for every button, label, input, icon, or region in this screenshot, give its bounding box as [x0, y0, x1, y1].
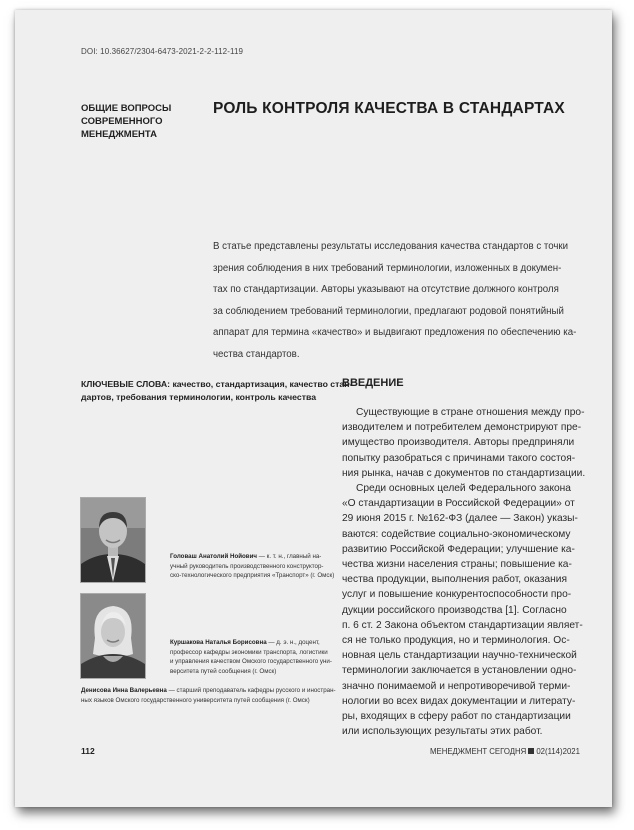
section-label-line: МЕНЕДЖМЕНТА: [81, 129, 157, 140]
author-affiliation: и управления качеством Омского государственного уни-: [170, 658, 332, 665]
keywords: [81, 378, 353, 404]
article-title: РОЛЬ КОНТРОЛЯ КАЧЕСТВА В СТАНДАРТАХ: [213, 100, 565, 117]
author-affiliation: ных языков Омского государственного университета путей сообщения (г. Омск): [81, 696, 310, 704]
author-affiliation: верситета путей сообщения (г. Омск): [170, 667, 277, 675]
author-bio-golovash: [170, 552, 334, 581]
body-line: попытку разобраться с причинами такого состоя-: [342, 452, 576, 464]
body-line: Существующие в стране отношения между про-: [356, 407, 585, 418]
body-line: терминологии заключается в установлении одно-: [342, 665, 577, 677]
author-bio-kurshakova: [170, 638, 332, 676]
body-line: ния рынка, начав с документов по стандартизации.: [342, 467, 586, 479]
author-affiliation: — д. э. н., доцент,: [266, 639, 320, 646]
body-line: ся не только продукция, но и терминология. Ос-: [342, 635, 570, 647]
body-line: 29 июня 2015 г. №162-ФЗ (далее — Закон) указы-: [342, 513, 578, 525]
abstract-line: В статье представлены результаты исследования качества стандартов с точки: [213, 241, 569, 252]
author-affiliation: — к. т. н., главный на-: [257, 553, 322, 560]
section-label-line: ОБЩИЕ ВОПРОСЫ: [81, 103, 172, 114]
author-name: Куршакова Наталья Борисовна: [170, 639, 267, 646]
intro-heading: ВВЕДЕНИЕ: [342, 377, 404, 389]
body-line: нологии во всех видах документации и литерату-: [342, 695, 576, 707]
author-affiliation: — старший преподаватель кафедры русского и иностран-: [166, 687, 336, 694]
journal-name: МЕНЕДЖМЕНТ СЕГОДНЯ: [430, 747, 527, 756]
author-affiliation: ско-технологического предприятия «Транспорт» (г. Омск): [170, 572, 335, 579]
body-line: чества жизни населения страны; повышение ка-: [342, 559, 572, 571]
author-name: Денисова Инна Валерьевна: [81, 687, 167, 694]
body-line: дукции российского производства [1]. Согласно: [342, 604, 567, 616]
abstract-line: за соблюдением требований терминологии, предлагают родовой понятийный: [213, 305, 564, 317]
body-line: развитию Российской Федерации; улучшение ка-: [342, 543, 575, 555]
page-number: 112: [81, 746, 95, 756]
section-label: [81, 102, 201, 141]
square-separator-icon: [528, 748, 534, 754]
section-label-line: СОВРЕМЕННОГО: [81, 116, 163, 127]
abstract: [213, 236, 583, 365]
author-photo-kurshakova: [80, 593, 146, 679]
body-line: ваются: содействие социально-экономическому: [342, 528, 571, 540]
body-line: изводителем и потребителем демонстрируют пре-: [342, 422, 582, 434]
body-line: ры, входящих в сферу работ по стандартизации: [342, 711, 571, 723]
author-photo-golovash: [80, 497, 146, 583]
body-line: услуг и повышение конкурентоспособности про-: [342, 589, 572, 601]
abstract-line: аппарат для термина «качество» и выдвигают предложения по обеспечению ка-: [213, 327, 577, 338]
body-line: или использующих результаты этих работ.: [342, 726, 543, 738]
body-line: значно понимаемой и непротиворечивой терми-: [342, 680, 571, 692]
abstract-line: тах по стандартизации. Авторы указывают на отсутствие должного контроля: [213, 284, 559, 295]
body-line: новная цель стандартизации научно-технической: [342, 650, 577, 662]
body-line: Среди основных целей Федерального закона: [356, 483, 571, 495]
journal-issue: 02(114)2021: [536, 747, 580, 756]
author-affiliation: профессор кафедры экономики транспорта, логистики: [170, 648, 328, 656]
keywords-line: дартов, требования терминологии, контроль качества: [81, 392, 317, 402]
author-affiliation: учный руководитель производственного конструктор-: [170, 562, 324, 570]
doi-line: DOI: 10.36627/2304-6473-2021-2-2-112-119: [81, 47, 244, 56]
body-line: имущество производителя. Авторы предприняли: [342, 437, 575, 449]
body-line: чества продукции, выполнения работ, оказания: [342, 574, 567, 586]
keywords-line: КЛЮЧЕВЫЕ СЛОВА: качество, стандартизация, качество стан-: [81, 379, 353, 389]
body-text: [342, 405, 586, 739]
body-line: «О стандартизации в Российской Федерации» от: [342, 498, 575, 510]
body-line: п. 6 ст. 2 Закона объектом стандартизации являет-: [342, 619, 583, 631]
abstract-line: зрения соблюдения в них требований терминологии, изложенных в докумен-: [213, 262, 562, 274]
journal-footer: [430, 747, 580, 756]
author-bio-denisova: [81, 686, 336, 705]
author-name: Головаш Анатолий Нойович: [170, 553, 258, 560]
abstract-line: чества стандартов.: [213, 348, 300, 360]
